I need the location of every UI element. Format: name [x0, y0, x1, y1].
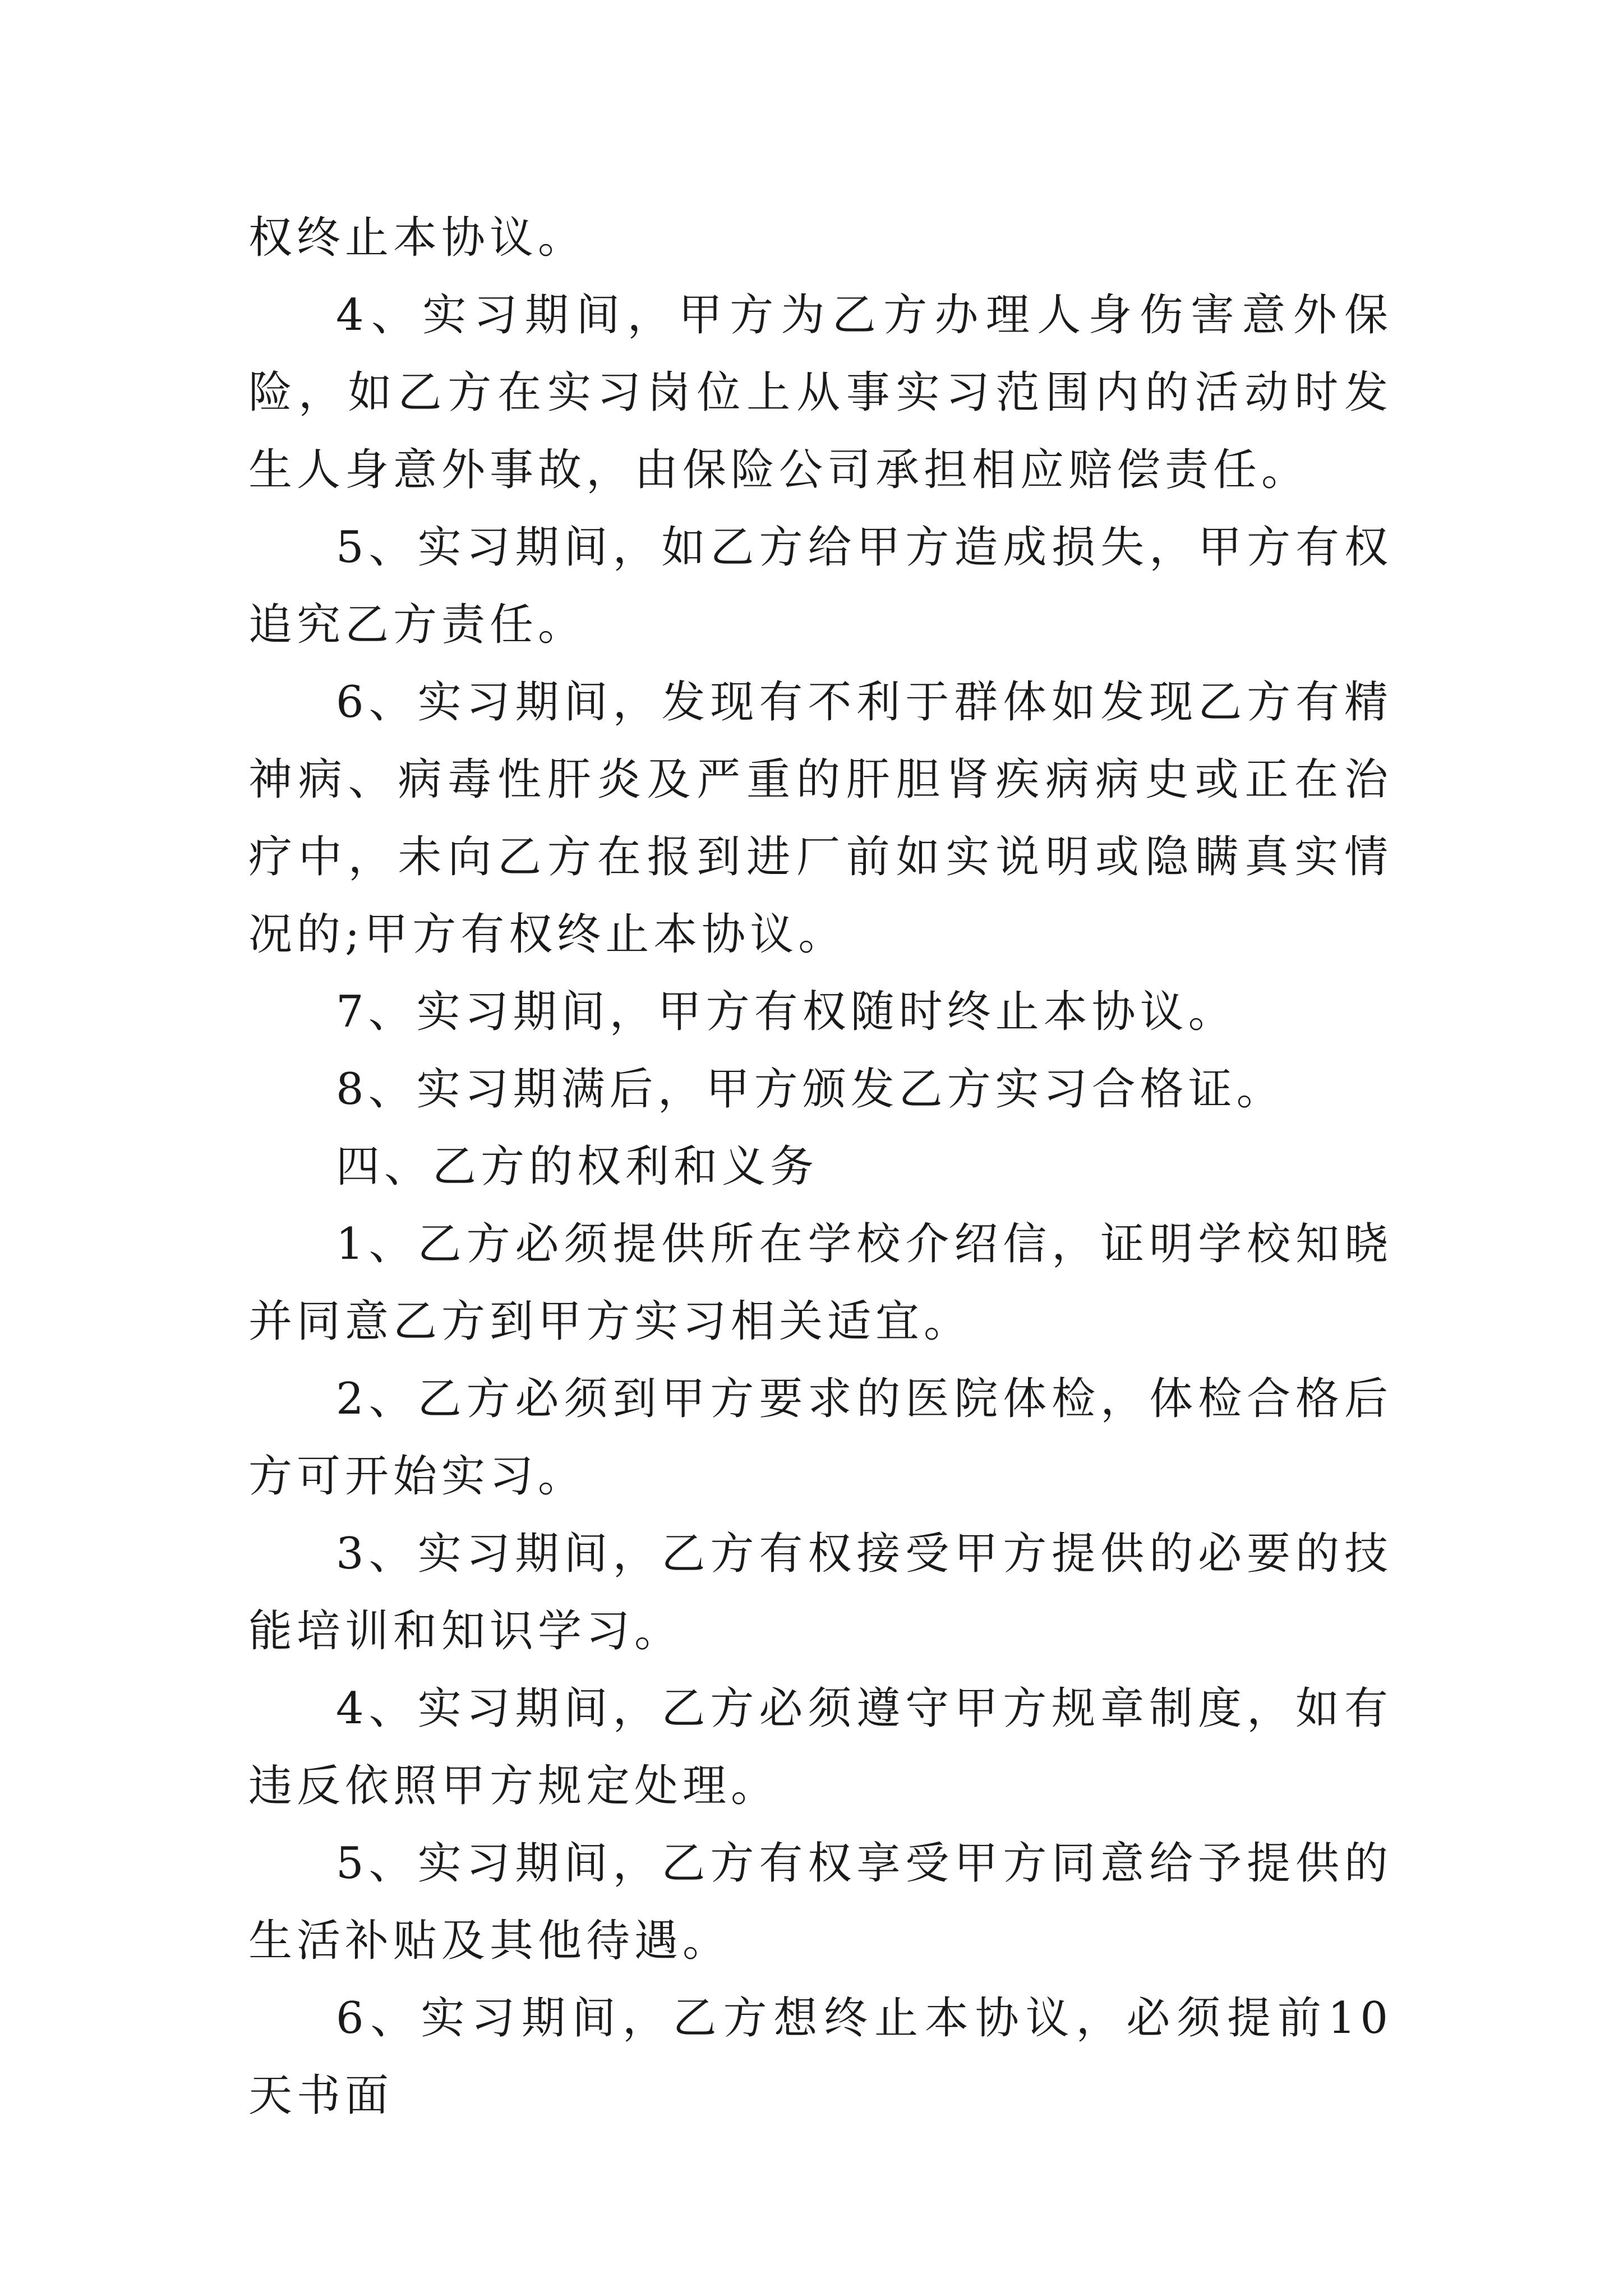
section-heading-4: 四、乙方的权利和义务 — [336, 1142, 819, 1192]
paragraph-clause-4-2: 2、乙方必须到甲方要求的医院体检，体检合格后方可开始实习。 — [248, 1374, 1393, 1502]
paragraph-continuation: 权终止本协议。 — [248, 213, 587, 263]
paragraph-clause-4-5: 5、实习期间，乙方有权享受甲方同意给予提供的生活补贴及其他待遇。 — [248, 1838, 1393, 1966]
paragraph-clause-3-8: 8、实习期满后，甲方颁发乙方实习合格证。 — [336, 1064, 1285, 1115]
paragraph-clause-4-1: 1、乙方必须提供所在学校介绍信，证明学校知晓并同意乙方到甲方实习相关适宜。 — [248, 1219, 1393, 1347]
paragraph-clause-3-6: 6、实习期间，发现有不利于群体如发现乙方有精神病、病毒性肝炎及严重的肝胆肾疾病病史或正在治疗中，未向乙方在报到进厂前如实说明或隐瞒真实情况的;甲方有权终止本协议。 — [248, 677, 1393, 960]
paragraph-clause-4-6: 6、实习期间，乙方想终止本协议，必须提前10天书面 — [248, 1993, 1393, 2121]
paragraph-clause-4-4: 4、实习期间，乙方必须遵守甲方规章制度，如有违反依照甲方规定处理。 — [248, 1683, 1393, 1811]
paragraph-clause-3-4: 4、实习期间，甲方为乙方办理人身伤害意外保险，如乙方在实习岗位上从事实习范围内的活动时发生人身意外事故，由保险公司承担相应赔偿责任。 — [248, 290, 1393, 495]
paragraph-clause-4-3: 3、实习期间，乙方有权接受甲方提供的必要的技能培训和知识学习。 — [248, 1529, 1393, 1657]
paragraph-clause-3-5: 5、实习期间，如乙方给甲方造成损失，甲方有权追究乙方责任。 — [248, 522, 1393, 650]
paragraph-clause-3-7: 7、实习期间，甲方有权随时终止本协议。 — [336, 987, 1237, 1037]
document-body — [248, 199, 1393, 2134]
